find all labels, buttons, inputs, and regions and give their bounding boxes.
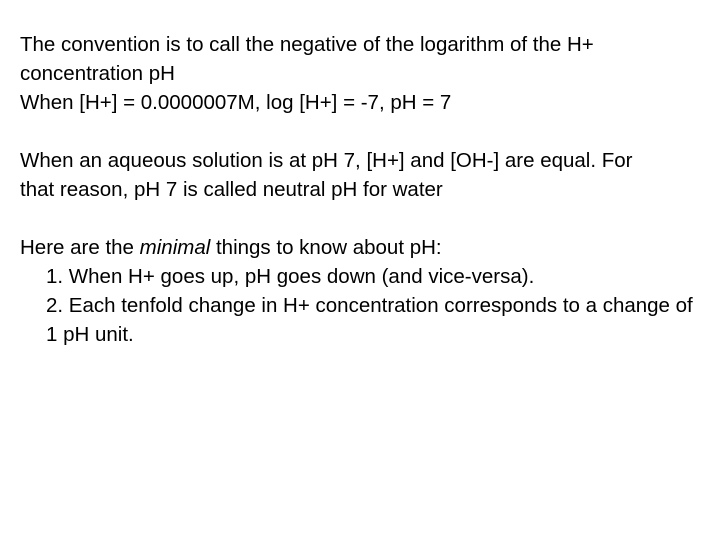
list-item bbox=[20, 262, 700, 291]
paragraph-ph-essentials bbox=[20, 233, 700, 349]
list-item-text: 2. Each tenfold change in H+ concentration corresponds to a change of 1 pH unit. bbox=[46, 294, 693, 346]
list-intro bbox=[20, 233, 700, 262]
list-item bbox=[20, 291, 700, 349]
emphasis-text: minimal bbox=[139, 236, 211, 259]
intro-text: Here are the bbox=[20, 236, 140, 259]
slide-content bbox=[20, 30, 700, 349]
list-item-text: 1. When H+ goes up, pH goes down (and vice-versa). bbox=[46, 265, 535, 288]
essentials-list bbox=[20, 262, 700, 349]
text-line: The convention is to call the negative of the logarithm of the H+ bbox=[20, 33, 594, 56]
text-line: When [H+] = 0.0000007M, log [H+] = -7, pH = 7 bbox=[20, 91, 452, 114]
intro-text: things to know about pH: bbox=[210, 236, 442, 259]
text-line: When an aqueous solution is at pH 7, [H+] and [OH-] are equal. For bbox=[20, 149, 633, 172]
text-line: concentration pH bbox=[20, 62, 175, 85]
text-line: that reason, pH 7 is called neutral pH for water bbox=[20, 178, 443, 201]
paragraph-neutral-ph bbox=[20, 146, 700, 204]
paragraph-ph-definition bbox=[20, 30, 700, 117]
